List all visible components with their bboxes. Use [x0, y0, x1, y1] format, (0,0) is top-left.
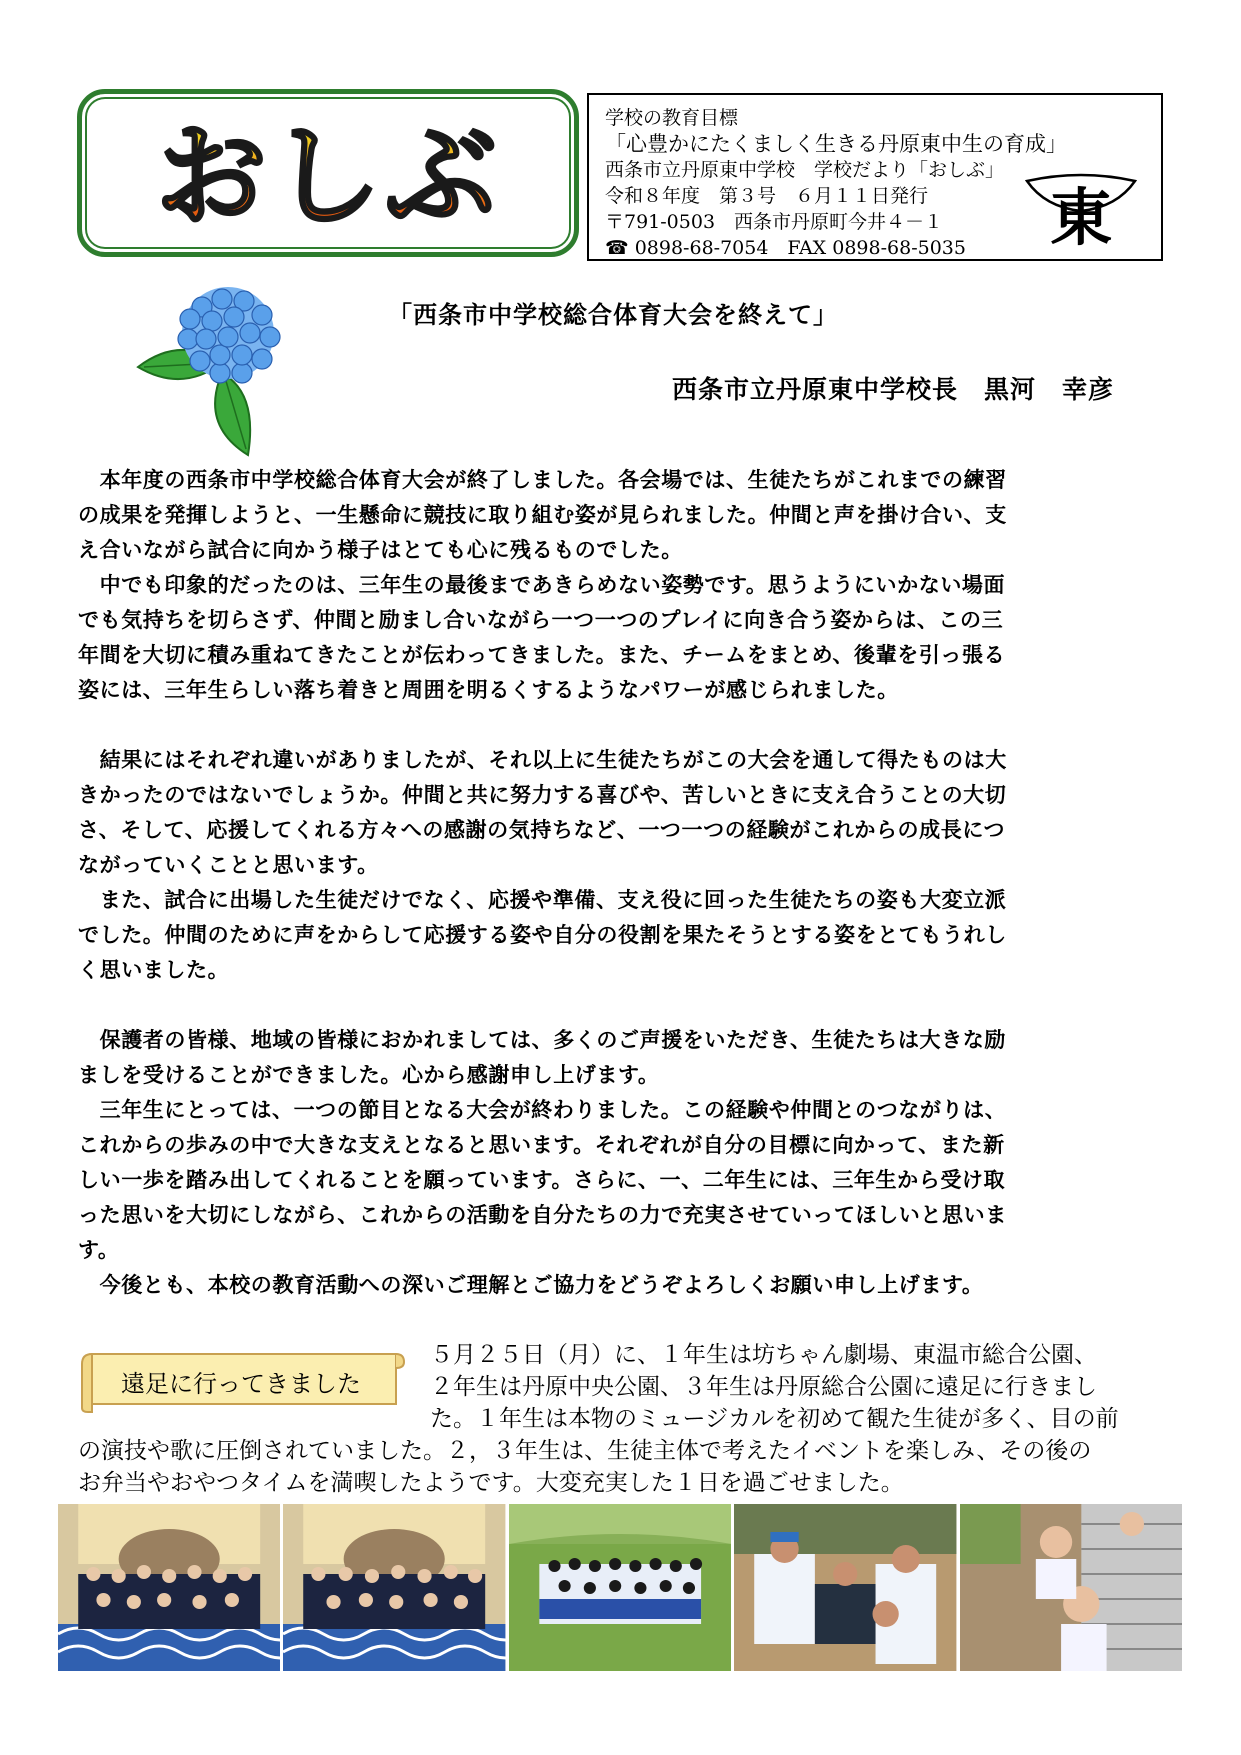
article-body: [78, 463, 1168, 1303]
article-title: 「西条市中学校総合体育大会を終えて」: [388, 301, 838, 329]
body-line: ましを受けることができました。心から感謝申し上げます。: [78, 1063, 660, 1087]
newsletter-title-box: [77, 89, 579, 257]
body-line: 姿には、三年生らしい落ち着きと周囲を明るくするようなパワーが感じられました。: [78, 678, 899, 702]
body-line: しい一歩を踏み出してくれることを願っています。さらに、一、二年生には、三年生から受け取: [78, 1168, 1006, 1192]
excursion-line: ５月２５日（月）に、１年生は坊ちゃん劇場、東温市総合公園、: [430, 1342, 1097, 1368]
excursion-body: [78, 1339, 1168, 1499]
info-line-goal: 「心豊かにたくましく生きる丹原東中生の育成」: [605, 132, 1067, 156]
excursion-line: の演技や歌に圧倒されていました。２，３年生は、生徒主体で考えたイベントを楽しみ、その後の: [78, 1438, 1092, 1464]
info-line-goal-label: 学校の教育目標: [605, 107, 739, 129]
excursion-photo-strip: [58, 1504, 1182, 1671]
article-author: 西条市立丹原東中学校長 黒河 幸彦: [672, 375, 1115, 404]
body-line: え合いながら試合に向かう様子はとても心に残るものでした。: [78, 538, 683, 562]
school-emblem-char: 東: [1049, 181, 1113, 253]
info-line-issue: 令和８年度 第３号 ６月１１日発行: [605, 185, 929, 207]
body-line: 結果にはそれぞれ違いがありましたが、それ以上に生徒たちがこの大会を通して得たものは大: [78, 748, 1007, 772]
excursion-line: ２年生は丹原中央公園、３年生は丹原総合公園に遠足に行きまし: [430, 1374, 1097, 1400]
body-line: く思いました。: [78, 958, 230, 982]
photo-theater-group-1: [58, 1504, 280, 1671]
body-blank-line: [78, 988, 1168, 1023]
body-line: 中でも印象的だったのは、三年生の最後まであきらめない姿勢です。思うようにいかない場面: [78, 573, 1006, 597]
body-line: また、試合に出場した生徒だけでなく、応援や準備、支え役に回った生徒たちの姿も大変立派: [78, 888, 1007, 912]
photo-slide: [960, 1504, 1182, 1671]
leaf-bottom-icon: [215, 373, 250, 455]
body-line: 今後とも、本校の教育活動への深いご理解とご協力をどうぞよろしくお願い申し上げます。: [78, 1273, 984, 1297]
newsletter-title-logo: [82, 94, 574, 252]
body-line: った思いを大切にしながら、これからの活動を自分たちの力で充実させていってほしいと思いま: [78, 1203, 1007, 1227]
hydrangea-illustration-icon: [130, 285, 330, 460]
body-line: これからの歩みの中で大きな支えとなると思います。それぞれが自分の目標に向かって、また新: [78, 1133, 1005, 1157]
info-line-phone: ☎ 0898-68-7054 FAX 0898-68-5035: [605, 237, 966, 259]
excursion-line: た。１年生は本物のミュージカルを初めて観た生徒が多く、目の前: [430, 1406, 1119, 1432]
body-line: でも気持ちを切らさず、仲間と励まし合いながら一つ一つのプレイに向き合う姿からは、この三: [78, 608, 1004, 632]
body-line: の成果を発揮しようと、一生懸命に競技に取り組む姿が見られました。仲間と声を掛け合い、支: [78, 503, 1007, 527]
school-info-box: [587, 93, 1163, 261]
body-line: 本年度の西条市中学校総合体育大会が終了しました。各会場では、生徒たちがこれまでの練習: [78, 468, 1007, 492]
title-text: おしぶ: [155, 112, 501, 242]
excursion-label: 遠足に行ってきました: [121, 1370, 361, 1398]
body-line: 保護者の皆様、地域の皆様におかれましては、多くのご声援をいただき、生徒たちは大きな励: [78, 1028, 1006, 1052]
info-line-school: 西条市立丹原東中学校 学校だより「おしぶ」: [605, 159, 1005, 181]
hydrangea-bloom-icon: [178, 287, 280, 383]
body-blank-line: [78, 708, 1168, 743]
body-line: 三年生にとっては、一つの節目となる大会が終わりました。この経験や仲間とのつながりは、: [78, 1098, 1007, 1122]
info-line-address: 〒791-0503 西条市丹原町今井４－１: [605, 211, 944, 233]
body-line: でした。仲間のために声をからして応援する姿や自分の役割を果たそうとする姿をとてもうれし: [78, 923, 1007, 947]
body-line: さ、そして、応援してくれる方々への感謝の気持ちなど、一つ一つの経験がこれからの成長につ: [78, 818, 1006, 842]
photo-park-group: [509, 1504, 731, 1671]
excursion-line: お弁当やおやつタイムを満喫したようです。大変充実した１日を過ごせました。: [78, 1470, 904, 1496]
photo-lunch-time: [734, 1504, 956, 1671]
school-emblem-icon: [1021, 167, 1141, 253]
body-line: す。: [78, 1238, 120, 1262]
body-line: 年間を大切に積み重ねてきたことが伝わってきました。また、チームをまとめ、後輩を引っ張る: [78, 643, 1006, 667]
body-line: ながっていくことと思います。: [78, 853, 379, 877]
body-line: きかったのではないでしょうか。仲間と共に努力する喜びや、苦しいときに支え合うことの大切: [78, 783, 1007, 807]
photo-theater-group-2: [283, 1504, 505, 1671]
